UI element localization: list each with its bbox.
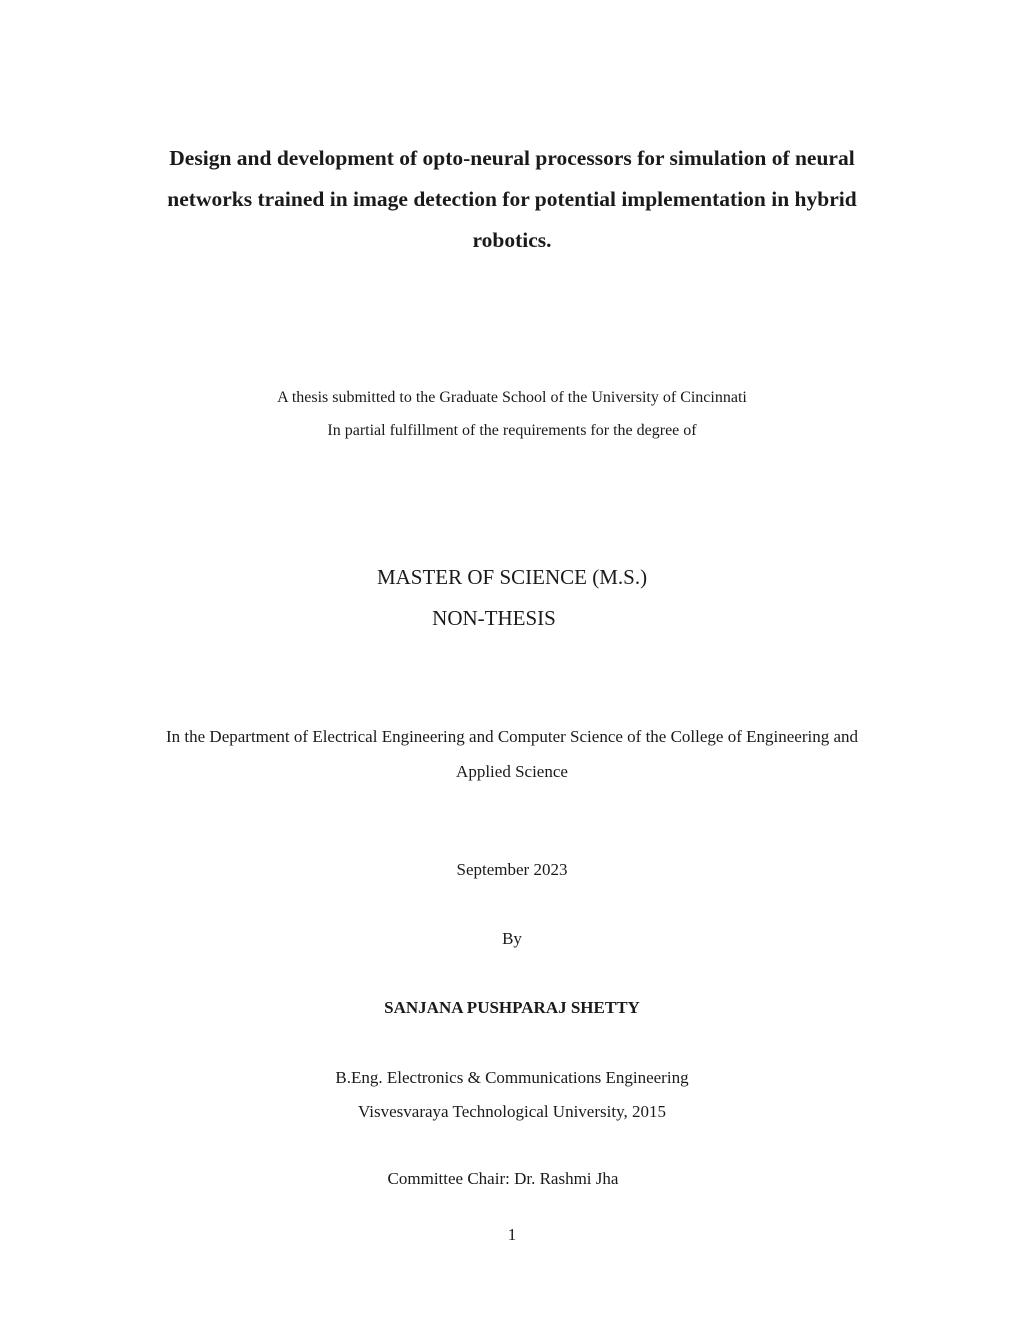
prior-degree-line-1: B.Eng. Electronics & Communications Engineering [335,1068,689,1087]
author-name: SANJANA PUSHPARAJ SHETTY [384,998,640,1017]
submission-statement-line-1: A thesis submitted to the Graduate School of the University of Cincinnati [277,389,747,406]
department-line-2: Applied Science [456,762,568,781]
department-line-1: In the Department of Electrical Engineering and Computer Science of the College of Engineering and [165,727,859,746]
degree-name: MASTER OF SCIENCE (M.S.) [376,565,648,589]
page-number: 1 [507,1225,517,1244]
prior-degree-line-2: Visvesvaraya Technological University, 2015 [358,1102,666,1121]
committee-chair: Committee Chair: Dr. Rashmi Jha [387,1169,619,1188]
submission-date: September 2023 [456,860,568,879]
thesis-title-line-2: networks trained in image detection for potential implementation in hybrid [167,187,857,211]
by-label: By [502,929,522,948]
thesis-title-line-3: robotics. [472,228,552,252]
degree-type: NON-THESIS [432,606,556,630]
submission-statement-line-2: In partial fulfillment of the requirements for the degree of [327,422,697,439]
thesis-title-line-1: Design and development of opto-neural processors for simulation of neural [169,146,855,170]
